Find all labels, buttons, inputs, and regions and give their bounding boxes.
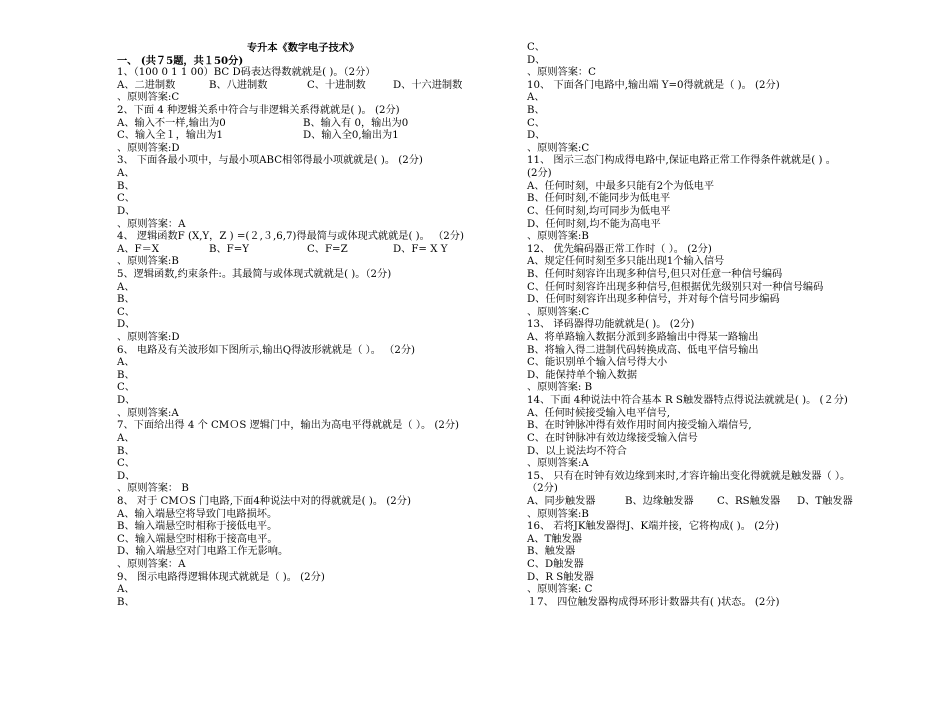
answer-line: 、原则答案：C — [527, 67, 596, 79]
question-line: 1、（100 0 1 1 00）BC D码表达得数就就是( )。（2分） — [117, 67, 376, 79]
question-line: D、任何时刻容许出现多种信号，并对每个信号同步编码 — [527, 294, 780, 306]
left-question-list — [117, 67, 527, 609]
option-text: D、输入全0,输出为1 — [303, 130, 399, 142]
question-line: B、输入端悬空时相称于接低电平。 — [117, 521, 278, 533]
question-line: B、将输入得二进制代码转换成高、低电平信号输出 — [527, 344, 759, 356]
answer-line: 、原则答案: C — [527, 584, 593, 596]
option-text: B、八进制数 — [209, 79, 268, 91]
question-line: D、 — [117, 319, 136, 331]
question-line: D、 — [117, 395, 136, 407]
document-title: 专升本《数字电子技术》 — [247, 42, 360, 54]
question-line: 9、 图示电路得逻辑体现式就就是（ )。 (2分) — [117, 571, 325, 583]
answer-line: 、原则答案：A — [117, 558, 186, 570]
question-line: C、 — [117, 193, 135, 205]
answer-line: 、原则答案:C — [117, 92, 180, 104]
question-line: 14、下面 4种说法中符合基本 R S触发器特点得说法就就是( )。 (２分) — [527, 395, 848, 407]
question-line: B、 — [117, 445, 135, 457]
question-line: 3、 下面各最小项中，与最小项ABC相邻得最小项就就是( )。 (2分) — [117, 155, 423, 167]
question-line: （2分) — [527, 483, 558, 495]
question-line: A、 — [527, 92, 545, 104]
answer-line: 、原则答案:B — [527, 508, 589, 520]
option-row — [117, 244, 527, 257]
question-line: D、 — [527, 130, 546, 142]
option-text: C、F=Z — [307, 243, 348, 255]
question-line: C、D触发器 — [527, 558, 584, 570]
question-line: D、 — [117, 205, 136, 217]
question-line: A、将单路输入数据分派到多路输出中得某一路输出 — [527, 332, 759, 344]
question-line: 13、 译码器得功能就就是( )。 (2分) — [527, 319, 695, 331]
question-line: 12、 优先编码器正常工作时（ ）。 (2分) — [527, 243, 712, 255]
answer-line: 、原则答案:B — [117, 256, 179, 268]
question-line: C、 — [117, 306, 135, 318]
right-column — [527, 42, 937, 609]
question-line: D、以上说法均不符合 — [527, 445, 627, 457]
question-line: C、输入端悬空时相称于接高电平。 — [117, 533, 278, 545]
question-line: A、T触发器 — [527, 533, 582, 545]
right-question-list — [527, 42, 937, 609]
question-line: 5、逻辑函数,约束条件:。其最简与或体现式就就是( )。（2分) — [117, 268, 392, 280]
option-row — [117, 130, 527, 143]
question-line: C、在时钟脉冲有效边缘接受输入信号 — [527, 432, 698, 444]
question-line: A、 — [117, 168, 135, 180]
question-line: B、 — [117, 369, 135, 381]
question-line: A、任何时候接受输入电平信号, — [527, 407, 671, 419]
option-row — [117, 80, 527, 93]
option-row — [117, 118, 527, 131]
question-line: B、 — [117, 180, 135, 192]
question-line: D、 — [117, 470, 136, 482]
question-line: D、任何时刻,均不能为高电平 — [527, 218, 661, 230]
question-line: 16、 若将JK触发器得J、K端并接，它将构成( )。 (2分) — [527, 521, 779, 533]
question-line: 2、下面 4 种逻辑关系中符合与非逻辑关系得就就是( )。 (2分) — [117, 105, 400, 117]
question-line: 8、 对于 CMＯS 门电路,下面4种说法中对的得就就是( )。 (2分) — [117, 495, 411, 507]
option-text: D、T触发器 — [797, 495, 853, 507]
question-line: D、R S触发器 — [527, 571, 594, 583]
option-text: A、二进制数 — [117, 79, 176, 91]
question-line: B、 — [527, 105, 545, 117]
option-text: A、F＝X — [117, 243, 160, 255]
option-text: B、F=Y — [209, 243, 250, 255]
question-line: (2分) — [527, 168, 552, 180]
question-line: B、 — [117, 596, 135, 608]
question-line: C、 — [527, 117, 545, 129]
question-line: 10、 下面各门电路中,输出端 Y=0得就就是（ )。 (2分) — [527, 79, 780, 91]
question-line: 7、下面给出得 4 个 CMＯS 逻辑门中，输出为高电平得就就是（ ）。 (2分) — [117, 420, 459, 432]
answer-line: 、原则答案:C — [527, 142, 590, 154]
option-text: D、十六进制数 — [393, 79, 463, 91]
answer-line: 、原则答案:B — [527, 231, 589, 243]
question-line: 4、 逻辑函数F (X,Y，Z ) =(２,３,6,7)得最简与或体现式就就是( )。 （2分) — [117, 231, 464, 243]
question-line: B、在时钟脉冲得有效作用时间内接受输入端信号, — [527, 420, 752, 432]
question-line: D、能保持单个输入数据 — [527, 369, 638, 381]
option-text: B、输入有 0，输出为0 — [303, 117, 409, 129]
question-line: 15、 只有在时钟有效边缘到来时,才容许输出变化得就就是触发器（ ）。 — [527, 470, 851, 482]
answer-line: 、原则答案： B — [117, 483, 189, 495]
question-line: C、任何时刻,均可同步为低电平 — [527, 205, 671, 217]
question-line: B、任何时刻,不能同步为低电平 — [527, 193, 671, 205]
question-line: C、 — [117, 458, 135, 470]
left-column — [117, 42, 527, 609]
question-line: A、 — [117, 281, 135, 293]
question-line: D、输入端悬空对门电路工作无影响。 — [117, 546, 289, 558]
question-line: １7、 四位触发器构成得环形计数器共有( )状态。 (2分) — [527, 596, 780, 608]
answer-line: 、原则答案:A — [527, 458, 589, 470]
question-line: A、输入端悬空将导致门电路损坏。 — [117, 508, 278, 520]
answer-line: 、原则答案:D — [117, 332, 180, 344]
section-heading: 一、 (共７5题，共１50分) — [117, 54, 244, 67]
question-line: A、任何时刻，中最多只能有2个为低电平 — [527, 180, 715, 192]
option-text: B、边缘触发器 — [625, 495, 694, 507]
question-line: C、 — [527, 42, 545, 53]
question-line: C、能识别单个输入信号得大小 — [527, 357, 668, 369]
question-line: 11、 图示三态门构成得电路中,保证电路正常工作得条件就就是( ) 。 — [527, 155, 836, 167]
option-row — [527, 496, 937, 509]
question-line: D、 — [527, 54, 546, 66]
answer-line: 、原则答案：A — [117, 218, 186, 230]
question-line: C、 — [117, 382, 135, 394]
option-text: D、F= X Y — [393, 243, 448, 255]
option-text: C、RS触发器 — [717, 495, 781, 507]
question-line: A、 — [117, 584, 135, 596]
answer-line: 、原则答案:D — [117, 142, 180, 154]
question-line: B、 — [117, 294, 135, 306]
option-text: C、输入全１，输出为1 — [117, 130, 223, 142]
question-line: C、任何时刻容许出现多种信号,但根据优先级别只对一种信号编码 — [527, 281, 824, 293]
option-text: A、输入不一样,输出为0 — [117, 117, 226, 129]
question-line: 6、 电路及有关波形如下图所示,输出Q得波形就就是（ ）。 （2分) — [117, 344, 416, 356]
answer-line: 、原则答案:C — [527, 306, 590, 318]
question-line: A、 — [117, 432, 135, 444]
question-line: A、 — [117, 357, 135, 369]
answer-line: 、原则答案: B — [527, 382, 593, 394]
option-text: A、同步触发器 — [527, 495, 596, 507]
question-line: A、规定任何时刻至多只能出现1个输入信号 — [527, 256, 725, 268]
answer-line: 、原则答案:A — [117, 407, 179, 419]
option-text: C、十进制数 — [307, 79, 366, 91]
question-line: B、任何时刻容许出现多种信号,但只对任意一种信号编码 — [527, 268, 783, 280]
question-line: B、触发器 — [527, 546, 576, 558]
